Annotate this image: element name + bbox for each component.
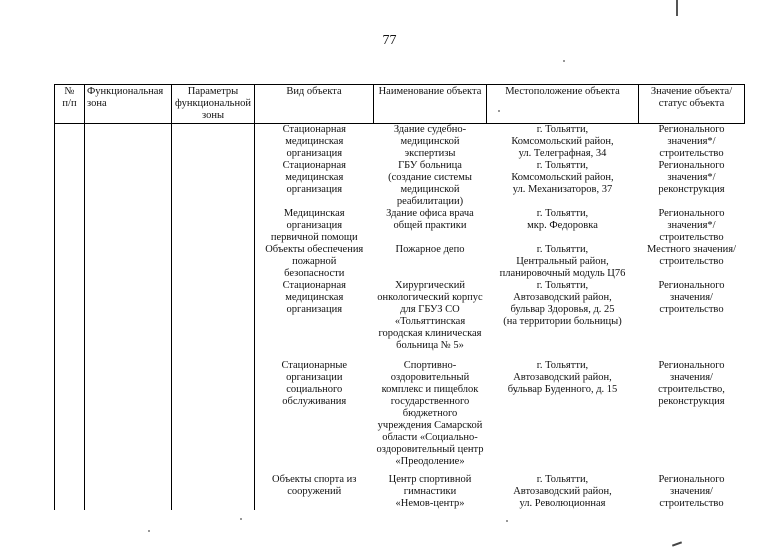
table-header-row <box>55 85 745 124</box>
cell-object-location: г. Тольятти, Автозаводский район, ул. Революционная <box>513 474 612 509</box>
cell-object-type: Объекты обеспечения пожарной безопасности <box>265 244 364 279</box>
cell-object-status: Регионального значения/ строительство, реконструкция <box>658 360 725 407</box>
table-row <box>55 352 745 468</box>
cell-zone <box>85 208 172 244</box>
table-row <box>55 208 745 244</box>
cell-params <box>172 352 255 468</box>
cell-object-name: Спортивно- оздоровительный комплекс и пищеблок государственного бюджетного учреждения Самарской области «Социально- оздоровительный центр «Преодоление» <box>376 360 484 467</box>
cell-zone <box>85 468 172 510</box>
cell-object-location: г. Тольятти, Комсомольский район, ул. Телеграфная, 34 <box>511 124 614 159</box>
cell-object-location: г. Тольятти, Автозаводский район, бульвар Здоровья, д. 25 (на территории больницы) <box>503 280 622 327</box>
cell-object-status: Регионального значения/ строительство <box>658 280 725 315</box>
cell-object-type: Стационарные организации социального обслуживания <box>281 360 348 407</box>
cell-object-type: Стационарная медицинская организация <box>282 124 346 159</box>
table-row <box>55 280 745 352</box>
cell-object-location: г. Тольятти, Центральный район, планировочный модуль Ц76 <box>499 244 626 279</box>
cell-object-status: Регионального значения/ строительство <box>658 474 725 509</box>
cell-object-name: Центр спортивной гимнастики «Немов-центр» <box>388 474 472 509</box>
cell-number <box>55 124 85 161</box>
scan-speck <box>506 520 508 522</box>
cell-object-name: Хирургический онкологический корпус для ГБУЗ СО «Тольяттинская городская клиническая больница № 5» <box>377 280 483 351</box>
cell-zone <box>85 160 172 208</box>
table-row <box>55 160 745 208</box>
cell-number <box>55 208 85 244</box>
cell-object-location: г. Тольятти, Автозаводский район, бульвар Буденного, д. 15 <box>507 360 618 395</box>
cell-number <box>55 280 85 352</box>
header-object-status: Значение объекта/статус объекта <box>639 85 745 124</box>
cell-object-name: Здание офиса врача общей практики <box>386 208 474 231</box>
header-zone-params: Параметры функциональной зоны <box>172 85 255 124</box>
cell-object-name: Здание судебно- медицинской экспертизы <box>393 124 467 159</box>
cell-object-name: ГБУ больница (создание системы медицинской реабилитации) <box>388 160 472 207</box>
cell-zone <box>85 244 172 280</box>
header-number: № п/п <box>55 85 85 124</box>
cell-object-status: Регионального значения*/ реконструкция <box>658 160 725 195</box>
cell-object-name: Пожарное депо <box>395 244 465 255</box>
header-object-location: Местоположение объекта <box>487 85 639 124</box>
table-row <box>55 244 745 280</box>
cell-object-location: г. Тольятти, мкр. Федоровка <box>527 208 598 231</box>
header-functional-zone: Функциональная зона <box>85 85 172 124</box>
cell-params <box>172 208 255 244</box>
cell-zone <box>85 280 172 352</box>
table-row <box>55 468 745 510</box>
cell-zone <box>85 124 172 161</box>
scan-edge-mark <box>672 541 682 546</box>
cell-zone <box>85 352 172 468</box>
cell-params <box>172 280 255 352</box>
cell-object-status: Регионального значения*/ строительство <box>658 208 725 243</box>
cell-object-type: Стационарная медицинская организация <box>282 160 346 195</box>
page-number: 77 <box>382 33 397 48</box>
cell-params <box>172 468 255 510</box>
header-object-name: Наименование объекта <box>374 85 487 124</box>
cell-number <box>55 352 85 468</box>
cell-object-type: Стационарная медицинская организация <box>282 280 346 315</box>
cell-number <box>55 160 85 208</box>
cell-params <box>172 124 255 161</box>
cell-number <box>55 244 85 280</box>
scan-speck <box>240 518 242 520</box>
cell-object-status: Местного значения/ строительство <box>646 244 737 267</box>
cell-object-status: Регионального значения*/ строительство <box>658 124 725 159</box>
cell-object-type: Медицинская организация первичной помощи <box>270 208 358 243</box>
scan-edge-mark <box>676 0 678 16</box>
table-row <box>55 124 745 161</box>
cell-object-location: г. Тольятти, Комсомольский район, ул. Механизаторов, 37 <box>511 160 614 195</box>
objects-table <box>54 84 745 510</box>
cell-params <box>172 244 255 280</box>
scan-speck <box>563 60 565 62</box>
cell-number <box>55 468 85 510</box>
scan-speck <box>148 530 150 532</box>
cell-params <box>172 160 255 208</box>
header-object-type: Вид объекта <box>255 85 374 124</box>
cell-object-type: Объекты спорта из сооружений <box>272 474 357 497</box>
